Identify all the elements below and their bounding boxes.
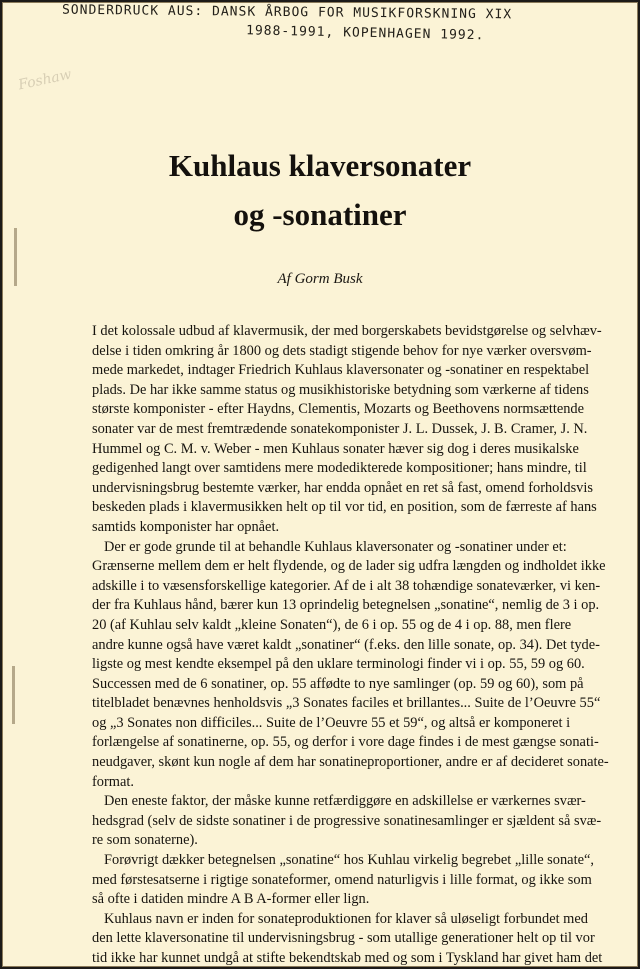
text-line: mede markedet, indtager Friedrich Kuhlaus klaversonater og -sonatiner en respektabel	[92, 362, 590, 379]
text-line: titelbladet benævnes henholdsvis „3 Sonates faciles et brillantes... Suite de l’Oeuvre 55“	[92, 695, 601, 712]
paragraph	[92, 910, 603, 969]
text-line: forlængelse af sonatinerne, op. 55, og derfor i vore dage findes i de mest gængse sonati-	[92, 734, 599, 751]
text-line: med førstesatserne i rigtige sonateformer, omend naturligvis i lille format, og ikke som	[92, 871, 592, 888]
page-title-line2: og -sonatiner	[233, 197, 407, 232]
paragraph	[92, 851, 594, 910]
text-line: 20 (af Kuhlau selv kaldt „kleine Sonaten“), de 6 i op. 55 og de 4 i op. 88, men flere	[92, 616, 572, 633]
text-line: neudgaver, skønt kun nogle af dem har sonatineproportioner, andre er af decideret sonate-	[92, 754, 609, 771]
text-line: Der er gode grunde til at behandle Kuhlaus klaversonater og -sonatiner under et:	[104, 538, 567, 555]
text-line: tid ikke har kunnet undgå at stifte bekendtskab med og som i Tyskland har givet ham det	[92, 950, 603, 966]
text-line: Forøvrigt dækker betegnelsen „sonatine“ hos Kuhlau virkelig begrebet „lille sonate“,	[104, 852, 594, 869]
staple-mark-bottom	[12, 666, 15, 724]
text-line: undervisningsbrug bestemte værker, har endda opnået en ret så fast, omend forholdsvis	[92, 479, 593, 496]
text-line: Successen med de 6 sonatiner, op. 55 affødte to nye samlinger (op. 59 og 60), som på	[92, 675, 584, 692]
text-line: største komponister - efter Haydns, Clementis, Mozarts og Beethovens normsættende	[92, 401, 584, 418]
author-byline: Af Gorm Busk	[277, 271, 363, 287]
paragraph	[92, 322, 602, 538]
text-line: den lette klaversonatine til undervisningsbrug - som utallige generationer helt op til vor	[92, 930, 595, 947]
text-line: hedsgrad (selv de sidste sonatiner i de progressive sonatinesamlinger er sjældent så svæ-	[92, 812, 602, 829]
text-line: adskille i to væsensforskellige kategorier. Af de i alt 38 tohændige sonateværker, vi ken-	[92, 577, 601, 594]
pencil-note: Foshaw	[16, 66, 73, 94]
handwritten-note-line1: SONDERDRUCK AUS: DANSK ÅRBOG FOR MUSIKFORSKNING XIX	[61, 2, 513, 23]
text-line: Kuhlaus navn er inden for sonateproduktionen for klaver så uløseligt forbundet med	[104, 910, 588, 927]
text-line: ligste og mest kendte eksempel på den uklare terminologi finder vi i op. 55, 59 og 60.	[92, 656, 585, 673]
text-line: sonater var de mest fremtrædende sonatekomponister J. L. Dussek, J. B. Cramer, J. N.	[92, 420, 588, 437]
article-body	[92, 322, 609, 969]
text-line: format.	[92, 773, 134, 790]
text-line: gedigenhed langt over samtidens mere modedikterede kompositioner; hans mindre, til	[92, 460, 587, 477]
text-line: re som sonaterne).	[92, 832, 198, 849]
text-line: og „3 Sonates non difficiles... Suite de l’Oeuvre 55 et 59“, og altså er komponeret i	[92, 714, 571, 731]
handwritten-note-line2: 1988-1991, KOPENHAGEN 1992.	[245, 23, 485, 44]
text-line: I det kolossale udbud af klavermusik, der med borgerskabets bevidstgørelse og selvhæv-	[92, 323, 602, 339]
text-line: der fra Kuhlaus hånd, bærer kun 13 oprindelig betegnelsen „sonatine“, nemlig de 3 i op.	[92, 597, 600, 614]
text-line: Den eneste faktor, der måske kunne retfærdiggøre en adskillelse er værkernes svær-	[104, 793, 586, 810]
paragraph	[92, 792, 602, 851]
text-line: plads. De har ikke samme status og musikhistoriske betydning som værkerne af tidens	[92, 381, 589, 398]
text-line: delse i tiden omkring år 1800 og dets stadigt stigende behov for nye værker oversvøm-	[92, 342, 592, 359]
text-line: så ofte i datiden mindre A B A-former eller lign.	[92, 891, 370, 908]
text-line: Hummel og C. M. v. Weber - men Kuhlaus sonater hæver sig dog i deres musikalske	[92, 440, 579, 457]
text-line: samtids komponister har opnået.	[92, 518, 280, 535]
text-line: Grænserne mellem dem er helt flydende, og de lader sig udfra længden og indholdet ikke	[92, 558, 606, 575]
page-title-line1: Kuhlaus klaversonater	[168, 148, 472, 183]
text-line: andre kunne også have været kaldt „sonatiner“ (f.eks. den lille sonate, op. 34). Det tyde-	[92, 636, 600, 653]
paragraph	[92, 538, 609, 793]
text-line: beskeden plads i klavermusikken helt op til vor tid, en position, som de færreste af hans	[92, 499, 597, 516]
